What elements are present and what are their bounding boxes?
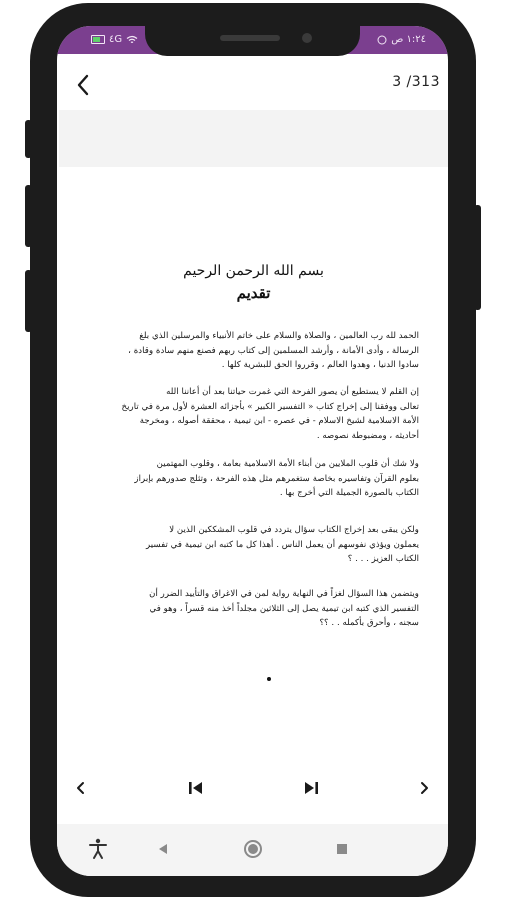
paragraph	[101, 385, 419, 443]
text-line: التفسير الذي كتبه ابن تيمية يصل إلى الثلاثين مجلداً أخذ منه قسراً ، وهو في	[149, 603, 419, 614]
text-line: الرسالة ، وأدى الأمانة ، وأرشد المسلمين إلى كتاب ربهم فصنع منهم سادة وقادة ،	[128, 345, 419, 356]
first-page-button[interactable]	[182, 774, 210, 802]
volume-down-button	[25, 185, 32, 247]
battery-icon	[91, 35, 105, 44]
status-bar	[57, 26, 448, 54]
front-camera	[302, 33, 312, 43]
text-line: بعلوم القرآن وتفاسيره بخاصة ستغمرهم مثل هذه الفرحة ، وتثلج صدورهم بإبراز	[134, 473, 419, 484]
triangle-back-icon	[156, 842, 170, 856]
document-title: بسم الله الرحمن الرحيم	[183, 263, 324, 279]
accessibility-button[interactable]	[85, 836, 111, 862]
skip-first-icon	[187, 780, 205, 796]
chevron-right-icon	[416, 780, 432, 796]
last-page-button[interactable]	[297, 774, 325, 802]
camera-notch	[145, 26, 360, 56]
text-line: سادوا الدنيا ، وهدوا العالم ، وقرروا الحق للبشرية كلها .	[221, 360, 419, 370]
text-line: الكتاب بالصورة الجميلة التي أخرج بها .	[279, 488, 419, 498]
accessibility-icon	[88, 838, 108, 860]
text-line: إن القلم لا يستطيع أن يصور الفرحة التي غمرت حياتنا بعد أن أعاننا الله	[166, 387, 419, 397]
chevron-left-icon	[73, 780, 89, 796]
status-left-icons	[91, 34, 138, 45]
speaker-grille	[220, 35, 280, 41]
text-line: ولا شك أن قلوب الملايين من أبناء الأمة الاسلامية بعامة ، وقلوب المهتمين	[156, 459, 419, 469]
paragraph	[101, 457, 419, 501]
text-line: يعملون ويؤذي نفوسهم أن يعمل الناس . أهذا كل ما كتبه ابن تيمية في تفسير	[145, 539, 419, 550]
text-line: ولكن يبقى بعد إخراج الكتاب سؤال يتردد في قلوب المشككين الذين لا	[169, 525, 419, 535]
volume-up-button	[25, 120, 32, 158]
next-page-button[interactable]	[410, 774, 438, 802]
back-button[interactable]	[69, 70, 99, 100]
text-line: أحاديثه ، ومضبوطة نصوصه .	[316, 430, 419, 441]
scan-speck	[267, 677, 271, 681]
wifi-icon	[126, 35, 138, 45]
whatsapp-icon	[377, 35, 387, 45]
signal-label: ٤G	[109, 34, 123, 45]
power-button	[474, 205, 481, 310]
nav-home-button[interactable]	[240, 836, 266, 862]
text-line: الأمة الاسلامية لشيخ الاسلام - في عصره - ابن تيمية ، محققة أصوله ، ومخرجة	[139, 416, 419, 426]
text-line: الكتاب العزيز . . . ؟	[347, 554, 419, 564]
document-page	[59, 167, 448, 730]
chevron-left-icon	[69, 70, 99, 100]
nav-recents-button[interactable]	[329, 836, 355, 862]
skip-last-icon	[302, 780, 320, 796]
side-key	[25, 270, 32, 332]
system-nav-bar	[57, 824, 448, 876]
circle-home-icon	[243, 839, 263, 859]
square-recents-icon	[335, 842, 349, 856]
previous-page-button[interactable]	[67, 774, 95, 802]
paragraph	[101, 329, 419, 373]
clock: ١:٢٤ ص	[391, 34, 426, 45]
text-line: الحمد لله رب العالمين ، والصلاة والسلام على خاتم الأنبياء والمرسلين الذي بلغ	[139, 331, 419, 341]
phone-screen	[57, 26, 448, 876]
document-subtitle: تقديم	[236, 284, 271, 302]
text-line: ويتضمن هذا السؤال لغزاً في النهاية رواية لمن في الاغراق والتأييد الضرر أن	[149, 589, 419, 599]
text-line: تعالى ووفقنا إلى إخراج كتاب « التفسير الكبير » بأجزائه العشرة لأول مرة في تاريخ	[121, 401, 419, 412]
document-viewer[interactable]	[59, 110, 448, 730]
status-right-icons	[377, 34, 426, 45]
paragraph	[101, 587, 419, 631]
page-counter: 3 /313	[392, 74, 440, 90]
page-controls	[57, 766, 448, 816]
paragraph	[101, 523, 419, 567]
nav-back-button[interactable]	[150, 836, 176, 862]
text-line: سجنه ، وأحرق بأكمله . . ؟؟	[319, 618, 419, 628]
